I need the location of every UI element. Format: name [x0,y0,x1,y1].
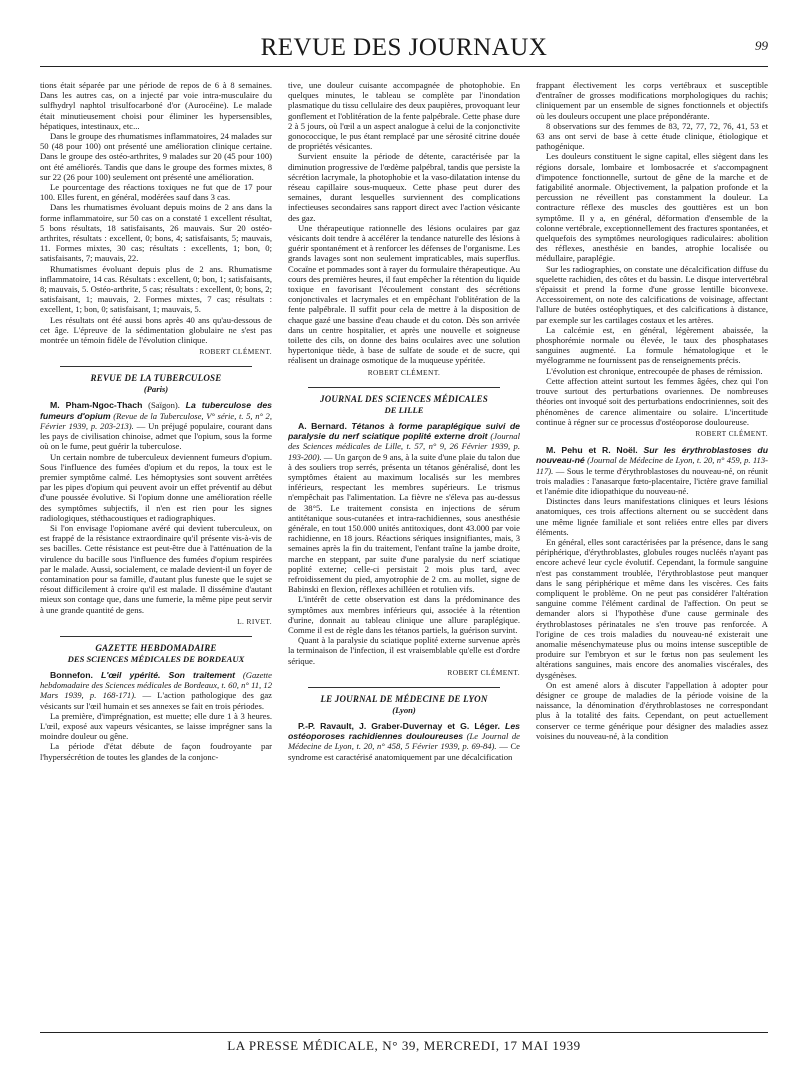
article-text: — Un préjugé populaire, courant dans les pays de civilisation chinoise, admet que l'opium, sous la forme où on le fume, peut guérir la tuberculose. [40,420,272,452]
paragraph: L'intérêt de cette observation est dans la prédominance des symptômes aux membres inférieurs qui, associée à la rétention d'urine, donnait au tableau clinique une allure paraplégique. Comme il est de règle dans les tétanos partiels, la guérison survint. [288,594,520,635]
author-signature: ROBERT CLÉMENT. [695,428,768,438]
journal-page [40,28,768,1058]
paragraph: Les douleurs constituent le signe capital, elles siègent dans les régions dorsale, lombaire et lombosacrée et s'accompagnent d'impotence fonctionnelle, surtout de gêne de la marche et de fatigabilité anormale. Objectivement, la palpation profonde et la percussion ne réveillent pas constamment la douleur. La contracture réflexe des muscles des gouttières est un bon symptôme. Il y a, en général, déformation d'ensemble de la colonne vertébrale, exceptionnellement des fractures spontanées, et quelquefois des symptômes neurologiques radiculaires: abolition des réflexes, anesthésie en bandes, atrophie localisée ou médullaire, paraplégie. [536,151,768,264]
section-divider [60,366,252,367]
article-title: La tuberculose des fumeurs d'opium [40,400,272,421]
journal-city: DE LILLE [384,404,424,415]
text-columns [40,80,768,1025]
paragraph: Un certain nombre de tuberculeux deviennent fumeurs d'opium. Sous l'influence des fumées d'opium et du repos, la toux est le premier symptôme calmé. Les hémoptysies sont souvent arrêtées par les pipes d'opium qui peuvent avoir un effet préventif au début d'une poussée évolutive. Si l'opium donne une amélioration réelle des symptômes subjectifs, il n'en est rien pour les signes radiologiques, stéthacoustiques et radiographiques. [40,451,272,523]
paragraph: Survient ensuite la période de détente, caractérisée par la diminution progressive de l'œdème palpébral, tandis que persiste la sécrétion lacrymale, la photophobie et la vaso-dilatation intense du réseau capillaire sous-muqueux. Cette phase peut durer des semaines, durant lesquelles surviennent des complications infectieuses secondaires sans rapport direct avec l'action vésicante des gaz. [288,151,520,223]
journal-heading: LE JOURNAL DE MÉDECINE DE LYON [320,693,488,704]
section-divider [60,636,252,637]
article-author: P.-P. Ravault, J. Graber-Duvernay et G. Léger. [298,720,500,731]
page-number: 99 [755,38,768,53]
paragraph: Si l'on envisage l'opiomane avéré qui devient tuberculeux, on est frappé de la résistance extraordinaire qu'il présente vis-à-vis de ses bacilles. Cette résistance est peut-être due à l'atténuation de la virulence du bacille sous l'influence des fumées d'opium respirées par le malade. Aussi, socialement, ce malade devient-il un foyer de contamination pour sa famille, d'autant plus funeste que le sujet se résout difficilement à croire qu'il est malade. Il dissémine d'autant mieux son contage que, dans une fumerie, la même pipe peut servir à une grande quantité de gens. [40,522,272,615]
journal-heading: JOURNAL DES SCIENCES MÉDICALES [320,393,488,404]
article-entry [536,445,768,496]
paragraph: Les résultats ont été aussi bons après 40 ans qu'au-dessous de cet âge. L'épreuve de la sédimentation globulaire ne s'est pas montrée un témoin fidèle de l'évolution clinique. [40,314,272,346]
article-source: (Journal de Médecine de Lyon, t. 20, n° 459, p. 113-117). [536,455,768,476]
author-signature: ROBERT CLÉMENT. [447,667,520,677]
page-footer [40,1032,768,1053]
article-text: — Sous le terme d'érythroblastoses du nouveau-né, on réunit trois maladies : l'anasarque fœto-placentaire, l'ictère grave familial et l'anémie dite idiopathique du nouveau-né. [536,465,768,496]
paragraph: La période d'état débute de façon foudroyante par l'hypersécrétion de toutes les glandes de la conjonc- [40,741,272,762]
paragraph: frappant électivement les corps vertébraux et susceptible d'entraîner de grosses modifications morphologiques du rachis; cliniquement par un ensemble de signes fonctionnels et objectifs où les douleurs occupent une place prépondérante. [536,80,768,121]
article-title: Sur les érythroblastoses du nouveau-né [536,445,768,466]
page-header [40,28,768,67]
paragraph: Dans le groupe des rhumatismes inflammatoires, 24 malades sur 50 (48 pour 100) ont présenté une amélioration clinique certaine. Dans le groupe des ostéo-arthrites, 9 malades sur 20 (45 pour 100) ont été améliorés. Tandis que dans le groupe des formes mixtes, 8 sur 22 (26 pour 100) seulement ont présenté une amélioration. [40,131,272,182]
paragraph: La première, d'imprégnation, est muette; elle dure 1 à 3 heures. L'œil, exposé aux vapeurs vésicantes, se laisse imprégner sans la moindre douleur ou gêne. [40,710,272,742]
paragraph: Rhumatismes évoluant depuis plus de 2 ans. Rhumatisme inflammatoire, 14 cas. Résultats : excellent, 0; bon, 1; satisfaisants, 8; mauvais, 5. Ostéo-arthrite, 5 cas; résultats : excellent, 0; bons, 2; satisfaisant, 1; mauvais, 2. Formes mixtes, 7 cas; résultats : excellent, 1; bon, 0; satisfaisant, 1; mauvais, 5. [40,263,272,315]
journal-city: DES SCIENCES MÉDICALES DE BORDEAUX [67,653,245,664]
section-divider [308,387,500,388]
paragraph: En général, elles sont caractérisées par la présence, dans le sang périphérique, d'érythroblastes, globules rouges nucléés n'ayant pas encore achevé leur cycle évolutif. Cependant, la formule sanguine n'est pas constamment troublée, l'érythroblastose peut manquer dans le sang périphérique et même dans les viscères. Ces faits compliquent le problème. On ne peut pas considérer l'altération sanguine comme l'élément cardinal de l'affection. On peut se demander alors si l'hypothèse d'une cause germinale des érythroblastoses périnatales ne s'en trouve pas renforcée. A l'origine de ces trois maladies du nouveau-né existerait une anomalie mésenchymateuse plus ou moins intense susceptible de produire sur l'embryon et sur le fœtus non pas seulement les altérations sanguines, mais encore des anomalies viscérales, des dysgénèses. [536,536,768,680]
article-entry [288,421,520,594]
article-source: (Le Journal de Médecine de Lyon, t. 20, n° 458, 5 Février 1939, p. 69-84). [288,731,520,752]
column-1 [40,80,272,1025]
paragraph: L'évolution est chronique, entrecoupée de phases de rémission. [546,365,763,376]
page-title: REVUE DES JOURNAUX [260,34,548,61]
paragraph: Le pourcentage des réactions toxiques ne fut que de 17 pour 100. Elles furent, en général, modérées sauf dans 3 cas. [40,182,272,203]
column-3 [536,80,768,1025]
article-author: Bonnefon. [50,669,93,680]
column-2 [288,80,520,1025]
paragraph: Distinctes dans leurs manifestations cliniques et leurs lésions anatomiques, ces trois affections alternent ou se succèdent dans une même lignée familiale et sont reliées entre elles par divers éléments. [536,496,768,537]
paragraph: Dans les rhumatismes évoluant depuis moins de 2 ans dans la forme inflammatoire, sur 50 cas on a constaté 1 excellent résultat, 5 bons résultats, 18 satisfaisants, 26 mauvais. Sur 20 ostéo-arthrites, résultats : excellent, 0; bons, 4; satisfaisants, 5; mauvais, 11. Formes mixtes, 30 cas; résultats : excellents, 1; bon, 0; satisfaisants, 7; mauvais, 22. [40,202,272,264]
article-author: M. Pham-Ngoc-Thach [50,400,143,411]
article-entry [288,721,520,762]
paragraph: tive, une douleur cuisante accompagnée de photophobie. En quelques minutes, le tableau se complète par l'inondation plasmatique du tissu cellulaire des deux paupières, provoquant leur gonflement et l'oblitération de la fente palpébrale. Cette phase dure 2 à 5 jours, où l'œil a un aspect analogue à celui de la conjonctivite gonococcique, le pus étant remplacé par une sérosité citrine douée de propriétés vésicantes. [288,80,520,152]
article-title: L'œil ypérité. Son traitement [92,669,236,680]
paragraph: Cette affection atteint surtout les femmes âgées, chez qui l'on trouve surtout des perturbations ovariennes. De nombreuses théories ont invoqué soit des perturbations endocriniennes, soit des phénomènes de carence alimentaire ou solaire. L'incertitude continue à régner sur ce processus d'ostéoporose douloureuse. [536,375,768,427]
journal-heading: GAZETTE HEBDOMADAIRE [95,642,217,653]
paragraph: Sur les radiographies, on constate une décalcification diffuse du squelette rachidien, des côtes et du bassin. Le disque intervertébral s'épaissit et prend la forme d'une grosse lentille biconvexe. Accessoirement, on note des calcifications de voisinage, affectant l'allure de butées ostéophytiques, et des calcifications à distance, par exemple sur les cartilages costaux et les artères. [536,263,768,325]
paragraph: Une thérapeutique rationnelle des lésions oculaires par gaz vésicants doit tendre à accélérer la tendance naturelle des lésions à guérir spontanément et à renforcer les défenses de l'organisme. Les grands lavages sont non seulement impraticables, mais superflus. Cocaïne et pommades sont à rayer du formulaire thérapeutique. Au cours des premières heures, il faut empêcher la rétention du liquide toxique en favorisant l'écoulement constant des sécrétions conjonctivales et lacrymales et en empêchant l'oblitération de la fente palpébrale. Il suffit pour cela de mettre à la disposition de chaque gazé une bassine d'eau chaude et du coton. Dès son arrivée dans un centre hospitalier, et après une nouvelle et soigneuse toilette des cils, on donne des bains oculaires avec une solution hypertonique tiède, à base de sulfate de soude et de sucre, qui réalisent un drainage osmotique de la muqueuse ypéritée. [288,222,520,366]
paragraph: Quant à la paralysie du sciatique poplité externe survenue après la terminaison de l'infection, il est vraisemblable qu'elle est d'ordre sérique. [288,635,520,666]
paragraph: On est amené alors à discuter l'appellation à adopter pour désigner ce groupe de maladies de la période voisine de la naissance, la dénomination d'érythroblastoses ne correspondant plus à la totalité des faits. Cependant, on peut actuellement conserver ce terme générique pour désigner des maladies assez voisines du nouveau-né, à la condition [536,679,768,741]
author-signature: ROBERT CLÉMENT. [367,367,441,377]
article-source: (Gazette hebdomadaire des Sciences médicales de Bordeaux, t. 60, n° 11, 12 Mars 1939, p. 168-171). [40,669,272,701]
article-author: A. Bernard. [298,420,347,431]
article-text: — Ce syndrome est caractérisé anatomiquement par une décalcification [288,741,520,762]
author-signature: ROBERT CLÉMENT. [199,347,272,357]
article-entry [40,670,272,711]
paragraph: 8 observations sur des femmes de 83, 72, 77, 72, 76, 41, 53 et 63 ans ont servi de base à cette étude clinique, étiologique et pathogénique. [536,120,768,152]
article-author: M. Pehu et R. Noël. [546,445,638,456]
section-divider [308,687,500,688]
author-signature: L. RIVET. [237,616,272,626]
paragraph: La calcémie est, en général, légèrement abaissée, la phosphorémie normale ou élevée, le taux des phosphatases sanguines augmenté. La formule hématologique et le myélogramme ne fournissent pas de renseignements précis. [536,324,768,366]
article-title: Les ostéoporoses rachidiennes douloureuses [288,720,520,742]
article-source: (Journal des Sciences médicales de Lille, t. 57, n° 9, 26 Février 1939, p. 193-200). [288,431,520,462]
article-title: Tétanos à forme paraplégique suivi de paralysie du nerf sciatique poplité externe droit [288,420,520,442]
article-text: — Un garçon de 9 ans, à la suite d'une plaie du talon due à des souliers trop serrés, présenta un tétanos généralisé, dont les symptômes étaient au maximum localisés sur les membres inférieurs, respectant les membres supérieurs. Le trismus n'empêchait pas l'alimentation. La fièvre ne s'éleva pas au-dessus de 38°5. Le traitement consista en injections de sérum antitétanique sous-cutanées et intra-rachidiennes, sous anesthésie générale, en tout 150.000 unités antitoxiques, dont 43.000 par voie rachidienne, en 18 jours. Réactions sériques insignifiantes, mais, 3 semaines après la fin du traitement, l'enfant traîne la jambe droite, marche en steppant, par suite d'une paralysie du nerf sciatique poplité externe; celle-ci persistait 2 mois plus tard, avec refroidissement du pied, amyotrophie de 2 cm. au mollet, signe de Babinski en flexion, réflexes achilléen et rotulien vifs. [288,451,520,595]
journal-city: (Lyon) [392,704,416,715]
article-text: — L'action pathologique des gaz vésicants sur l'œil humain et ses annexes se fait en trois périodes. [40,690,272,711]
article-source: (Revue de la Tuberculose, V° série, t. 5, n° 2, Février 1939, p. 203-213). [40,410,272,431]
journal-heading: REVUE DE LA TUBERCULOSE [90,373,222,384]
footer-issue-line: LA PRESSE MÉDICALE, N° 39, MERCREDI, 17 MAI 1939 [227,1038,581,1053]
article-entry [40,400,272,451]
paragraph: tions était séparée par une période de repos de 6 à 8 semaines. Dans les autres cas, on a injecté par voie intra-musculaire du sulfhydryl naphtol trisulfocarboné d'or (Aurocéine). Le malade était minutieusement choisi pour éliminer les hypersensibles, hépatiques, intestinaux, etc... [40,80,272,131]
article-place: (Saïgon). [142,400,186,411]
journal-city: (Paris) [143,384,169,395]
